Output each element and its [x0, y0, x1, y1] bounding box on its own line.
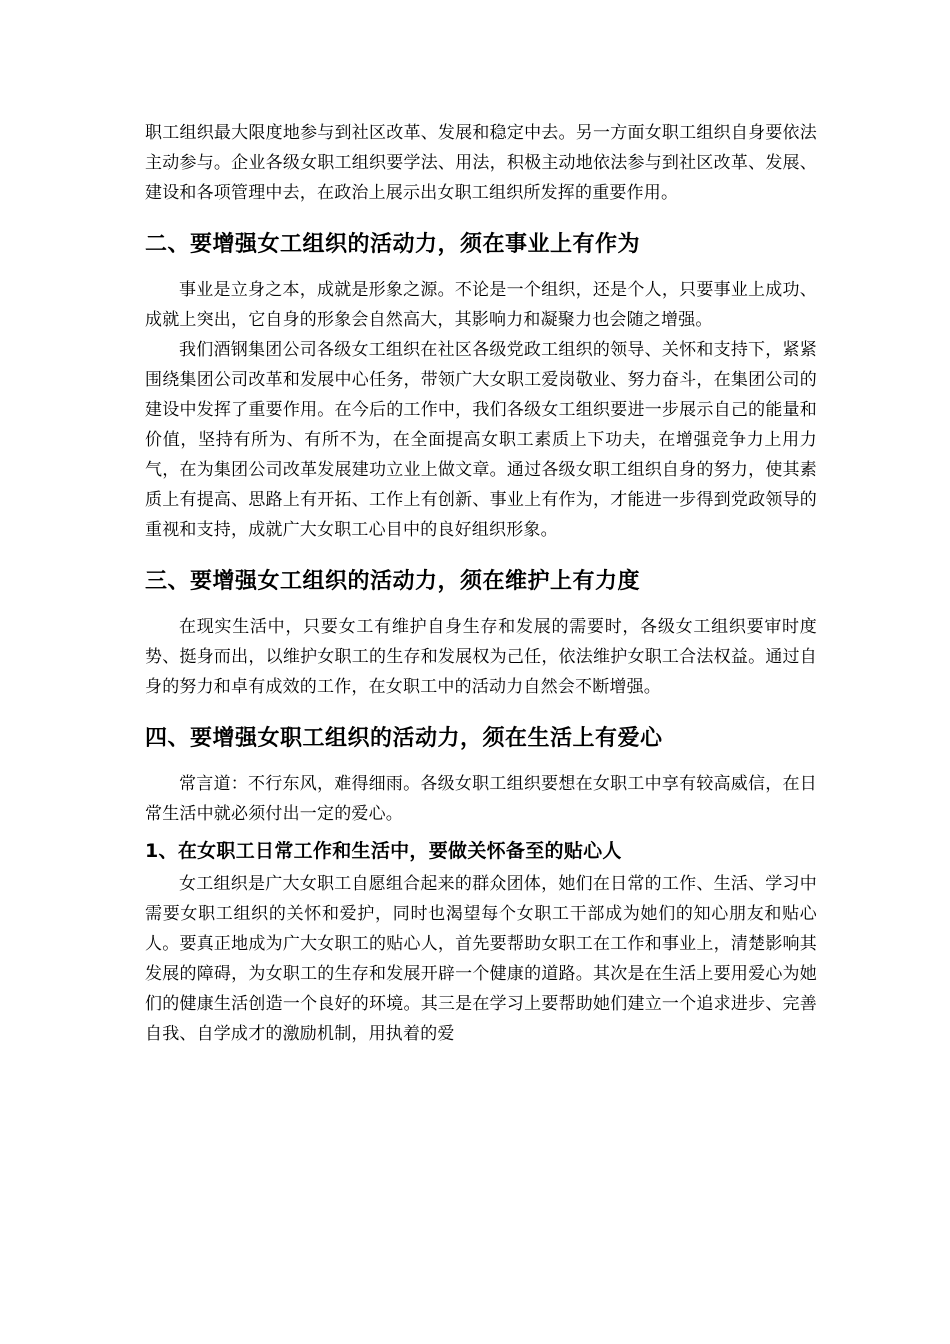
paragraph-continuation: 职工组织最大限度地参与到社区改革、发展和稳定中去。另一方面女职工组织自身要依法主动参与。企业各级女职工组织要学法、用法，积极主动地依法参与到社区改革、发展、建设和各项管理中去，在政治上展示出女职工组织所发挥的重要作用。	[145, 123, 817, 203]
section-heading-2: 二、要增强女工组织的活动力，须在事业上有作为	[145, 232, 641, 257]
paragraph-4-1: 常言道：不行东风，难得细雨。各级女职工组织要想在女职工中享有较高威信，在日常生活中就必须付出一定的爱心。	[145, 774, 817, 824]
document-page	[145, 118, 817, 1049]
section-heading-3: 三、要增强女工组织的活动力，须在维护上有力度	[145, 569, 641, 594]
paragraph-2-2: 我们酒钢集团公司各级女工组织在社区各级党政工组织的领导、关怀和支持下，紧紧围绕集团公司改革和发展中心任务，带领广大女职工爱岗敬业、努力奋斗，在集团公司的建设中发挥了重要作用。在今后的工作中，我们各级女工组织要进一步展示自己的能量和价值，坚持有所为、有所不为，在全面提高女职工素质上下功夫，在增强竞争力上用力气，在为集团公司改革发展建功立业上做文章。通过各级女职工组织自身的努力，使其素质上有提高、思路上有开拓、工作上有创新、事业上有作为，才能进一步得到党政领导的重视和支持，成就广大女职工心目中的良好组织形象。	[145, 340, 817, 540]
paragraph-3-1: 在现实生活中，只要女工有维护自身生存和发展的需要时，各级女工组织要审时度势、挺身而出，以维护女职工的生存和发展权为己任，依法维护女职工合法权益。通过自身的努力和卓有成效的工作，在女职工中的活动力自然会不断增强。	[145, 617, 817, 697]
paragraph-4-2: 女工组织是广大女职工自愿组合起来的群众团体，她们在日常的工作、生活、学习中需要女职工组织的关怀和爱护，同时也渴望每个女职工干部成为她们的知心朋友和贴心人。要真正地成为广大女职工的贴心人，首先要帮助女职工在工作和事业上，清楚影响其发展的障碍，为女职工的生存和发展开辟一个健康的道路。其次是在生活上要用爱心为她们的健康生活创造一个良好的环境。其三是在学习上要帮助她们建立一个追求进步、完善自我、自学成才的激励机制，用执着的爱	[145, 874, 817, 1044]
section-heading-4: 四、要增强女职工组织的活动力，须在生活上有爱心	[145, 726, 663, 751]
paragraph-2-1: 事业是立身之本，成就是形象之源。不论是一个组织，还是个人，只要事业上成功、成就上突出，它自身的形象会自然高大，其影响力和凝聚力也会随之增强。	[145, 280, 817, 330]
subsection-heading-4-1: 1、在女职工日常工作和生活中，要做关怀备至的贴心人	[145, 840, 622, 862]
